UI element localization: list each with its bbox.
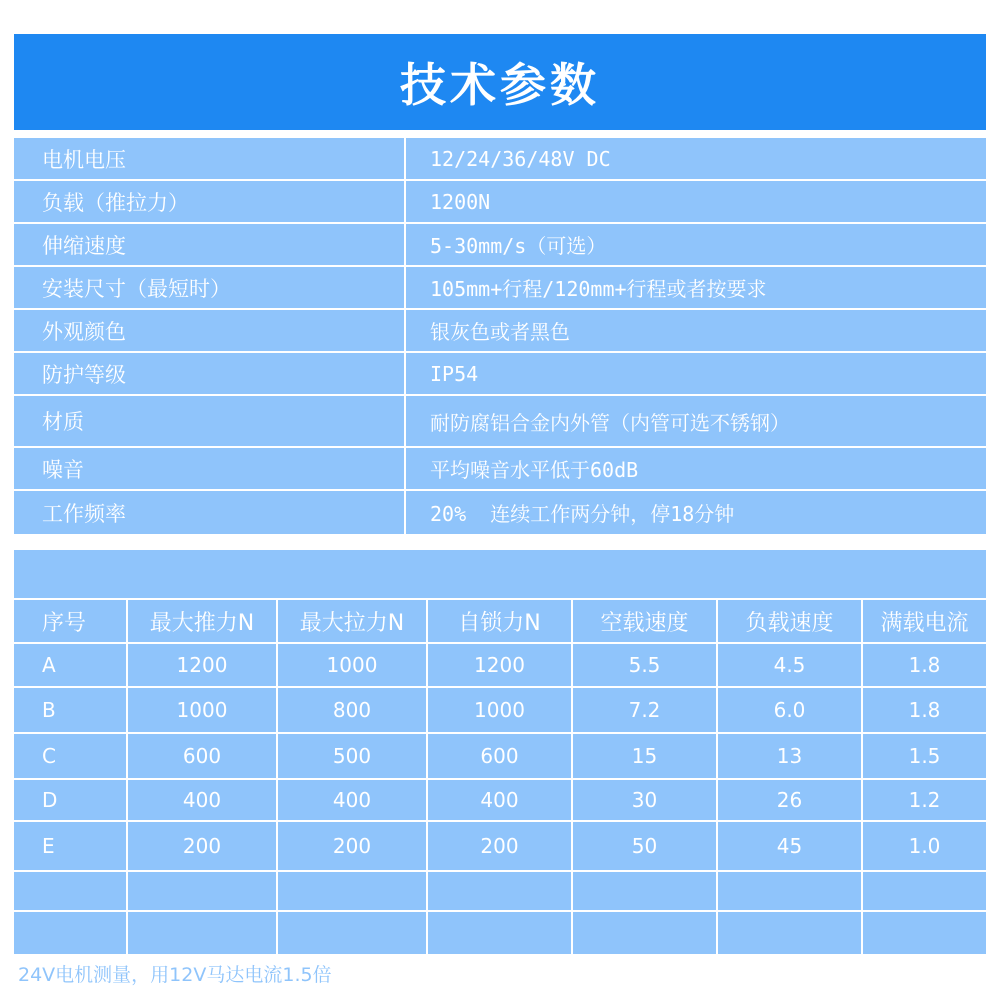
table-cell: 6.0	[718, 688, 863, 732]
spec-value: IP54	[430, 361, 479, 386]
table-cell: 400	[428, 780, 573, 820]
spec-row-speed	[14, 224, 986, 267]
table-cell: 1.2	[908, 788, 941, 812]
table-cell	[573, 912, 718, 954]
table-header-cell: 最大推力N	[128, 600, 278, 642]
table-cell	[278, 872, 428, 910]
spec-value: 平均噪音水平低于60dB	[430, 458, 639, 482]
table-cell	[718, 912, 863, 954]
table-cell: C	[14, 734, 128, 778]
table-cell: A	[14, 644, 128, 686]
table-cell	[863, 912, 986, 954]
model-table	[14, 600, 986, 954]
spec-row-duty-cycle	[14, 491, 986, 534]
spec-value: 银灰色或者黑色	[430, 320, 570, 344]
spec-label: 材质	[14, 396, 406, 446]
table-header-cell: 空载速度	[573, 600, 718, 642]
spec-value: 12/24/36/48V DC	[430, 146, 611, 171]
table-cell: 26	[718, 780, 863, 820]
spec-row-protection	[14, 353, 986, 396]
table-cell: 400	[128, 780, 278, 820]
table-header-row	[14, 600, 986, 644]
spec-row-voltage	[14, 138, 986, 181]
spec-label: 外观颜色	[14, 310, 406, 351]
table-cell: 5.5	[573, 644, 718, 686]
table-row	[14, 644, 986, 688]
table-row	[14, 780, 986, 822]
table-cell: 200	[128, 822, 278, 870]
table-cell	[14, 912, 128, 954]
table-cell: 15	[573, 734, 718, 778]
table-cell: 600	[128, 734, 278, 778]
spec-label: 安装尺寸（最短时）	[14, 267, 406, 308]
table-cell: 1200	[428, 644, 573, 686]
table-cell: 45	[718, 822, 863, 870]
table-header-cell: 自锁力N	[428, 600, 573, 642]
table-header-cell: 负载速度	[718, 600, 863, 642]
table-cell	[863, 872, 986, 910]
table-header-cell: 最大拉力N	[278, 600, 428, 642]
table-cell: 1.8	[908, 653, 941, 677]
table-header-cell: 序号	[14, 600, 128, 642]
table-cell	[573, 872, 718, 910]
table-cell	[278, 912, 428, 954]
table-header-cell: 满载电流	[880, 610, 969, 636]
spec-row-color	[14, 310, 986, 353]
spec-label: 电机电压	[14, 138, 406, 179]
table-row-empty	[14, 912, 986, 954]
table-cell: 1.8	[908, 698, 941, 722]
table-cell: 1.0	[908, 834, 941, 858]
table-cell	[428, 912, 573, 954]
table-cell: 1200	[128, 644, 278, 686]
table-cell: 1000	[428, 688, 573, 732]
table-cell: 13	[718, 734, 863, 778]
spec-value: 1200N	[430, 189, 491, 214]
table-row	[14, 822, 986, 872]
spec-label: 伸缩速度	[14, 224, 406, 265]
spec-value: 20% 连续工作两分钟，停18分钟	[430, 502, 735, 526]
table-cell: 1.5	[908, 744, 941, 768]
table-row	[14, 688, 986, 734]
table-row	[14, 734, 986, 780]
spec-label: 负载（推拉力）	[14, 181, 406, 222]
table-cell: 600	[428, 734, 573, 778]
table-cell: 800	[278, 688, 428, 732]
table-cell	[718, 872, 863, 910]
table-cell: 400	[278, 780, 428, 820]
table-cell: 1000	[128, 688, 278, 732]
table-cell	[14, 872, 128, 910]
page-header	[14, 34, 986, 130]
spec-label: 工作频率	[14, 491, 406, 534]
table-cell: 200	[278, 822, 428, 870]
spec-value: 5-30mm/s（可选）	[430, 234, 607, 258]
table-cell: B	[14, 688, 128, 732]
spec-row-load	[14, 181, 986, 224]
spec-value: 105mm+行程/120mm+行程或者按要求	[430, 277, 767, 301]
footnote: 24V电机测量，用12V马达电流1.5倍	[18, 964, 332, 986]
table-cell: D	[14, 780, 128, 820]
spec-value: 耐防腐铝合金内外管（内管可选不锈钢）	[430, 410, 790, 435]
spec-label: 噪音	[14, 448, 406, 489]
spec-row-noise	[14, 448, 986, 491]
table-cell: 50	[573, 822, 718, 870]
table-cell	[128, 912, 278, 954]
spec-table	[14, 138, 986, 534]
table-cell	[428, 872, 573, 910]
spec-row-material	[14, 396, 986, 448]
table-cell: E	[14, 822, 128, 870]
table-cell: 500	[278, 734, 428, 778]
table-cell: 30	[573, 780, 718, 820]
spec-row-install-size	[14, 267, 986, 310]
table-cell	[128, 872, 278, 910]
page-title: 技术参数	[400, 58, 600, 112]
spec-label: 防护等级	[14, 353, 406, 394]
table-cell: 200	[428, 822, 573, 870]
table-cell: 1000	[278, 644, 428, 686]
section-spacer	[14, 550, 986, 598]
table-cell: 7.2	[573, 688, 718, 732]
table-row-empty	[14, 872, 986, 912]
table-cell: 4.5	[718, 644, 863, 686]
